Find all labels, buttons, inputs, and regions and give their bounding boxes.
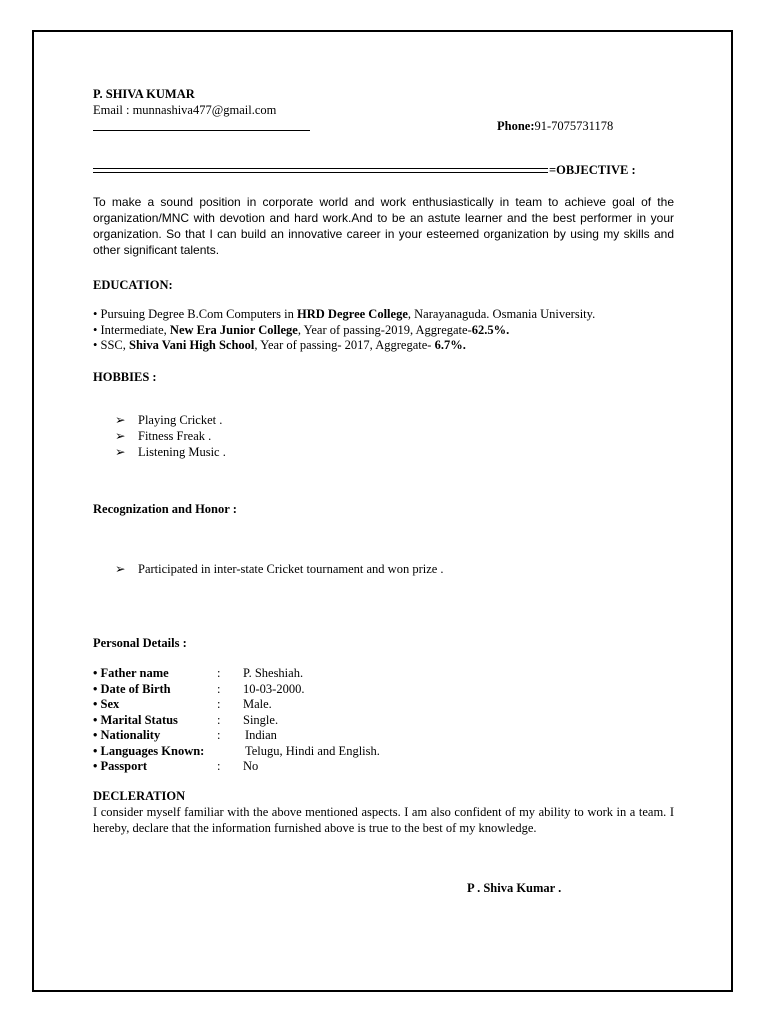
personal-value: No bbox=[243, 759, 259, 773]
personal-row bbox=[93, 682, 493, 698]
personal-colon: : bbox=[217, 681, 221, 696]
personal-row bbox=[93, 744, 493, 760]
hobbies-list bbox=[115, 412, 226, 460]
personal-details-table bbox=[93, 666, 493, 775]
personal-label: • Languages Known: bbox=[93, 743, 205, 758]
objective-divider bbox=[93, 168, 548, 173]
personal-label: • Nationality bbox=[93, 728, 161, 742]
personal-label: • Sex bbox=[93, 697, 120, 711]
phone-value: 91-7075731178 bbox=[534, 119, 614, 133]
recognition-text: Participated in inter-state Cricket tournament and won prize . bbox=[138, 562, 444, 576]
education-text: , Narayanaguda. Osmania University. bbox=[407, 307, 596, 321]
arrow-bullet-icon: ➢ bbox=[115, 413, 126, 427]
personal-row bbox=[93, 697, 493, 713]
personal-row bbox=[93, 666, 493, 682]
personal-label: • Marital Status bbox=[93, 712, 178, 727]
declaration-text: I consider myself familiar with the above mentioned aspects. I am also confident of my ability to work in a team. I hereby, declare that the information furnished above is true to the best of my knowledge. bbox=[93, 805, 674, 835]
objective-heading: =OBJECTIVE : bbox=[549, 163, 636, 177]
arrow-bullet-icon: ➢ bbox=[115, 562, 126, 576]
education-item bbox=[93, 307, 693, 323]
education-text: • Intermediate, bbox=[93, 322, 170, 337]
education-institution: Shiva Vani High School bbox=[129, 338, 255, 352]
personal-value: Indian bbox=[245, 728, 277, 742]
arrow-bullet-icon: ➢ bbox=[115, 429, 126, 443]
header-underline bbox=[93, 130, 310, 131]
phone bbox=[497, 119, 613, 134]
personal-row bbox=[93, 713, 493, 729]
candidate-name: P. SHIVA KUMAR bbox=[93, 87, 195, 101]
recognition-list bbox=[115, 561, 444, 577]
personal-colon: : bbox=[217, 666, 221, 680]
personal-row bbox=[93, 759, 493, 775]
education-text: • Pursuing Degree B.Com Computers in bbox=[93, 307, 298, 321]
education-heading: EDUCATION: bbox=[93, 278, 173, 292]
education-text: • SSC, bbox=[93, 338, 129, 352]
phone-label: Phone: bbox=[497, 119, 535, 133]
hobbies-heading: HOBBIES : bbox=[93, 370, 157, 384]
education-grade: 6.7%. bbox=[434, 338, 466, 352]
education-item bbox=[93, 323, 693, 339]
hobby-text: Fitness Freak . bbox=[138, 429, 212, 443]
declaration-heading: DECLERATION bbox=[93, 789, 186, 803]
personal-colon: : bbox=[217, 759, 221, 773]
list-item bbox=[115, 412, 226, 428]
education-item bbox=[93, 338, 693, 354]
education-text: , Year of passing- 2017, Aggregate- bbox=[254, 338, 435, 352]
objective-text: To make a sound position in corporate world and work enthusiastically in team to achieve goal of the organization/MNC with devotion and hard work.And to be an astute learner and the best performer in your organization. So that I can build an innovative career in your esteemed organization by using my skills and other significant talents. bbox=[93, 195, 674, 257]
hobby-text: Listening Music . bbox=[138, 445, 226, 459]
arrow-bullet-icon: ➢ bbox=[115, 445, 126, 459]
personal-colon: : bbox=[217, 697, 221, 711]
education-grade: 62.5%. bbox=[471, 322, 510, 337]
personal-colon: : bbox=[217, 728, 221, 742]
recognition-heading: Recognization and Honor : bbox=[93, 502, 237, 516]
hobby-text: Playing Cricket . bbox=[138, 413, 223, 427]
personal-value: P. Sheshiah. bbox=[243, 666, 304, 680]
personal-row bbox=[93, 728, 493, 744]
list-item bbox=[115, 428, 226, 444]
personal-heading: Personal Details : bbox=[93, 636, 187, 650]
personal-label: • Father name bbox=[93, 666, 169, 680]
personal-label: • Date of Birth bbox=[93, 681, 171, 696]
list-item bbox=[115, 561, 444, 577]
personal-label: • Passport bbox=[93, 759, 148, 773]
personal-colon: : bbox=[217, 712, 221, 727]
signature: P . Shiva Kumar . bbox=[467, 881, 562, 895]
personal-value: Single. bbox=[243, 712, 279, 727]
education-institution: HRD Degree College bbox=[297, 307, 408, 321]
education-institution: New Era Junior College bbox=[169, 322, 298, 337]
personal-value: 10-03-2000. bbox=[243, 681, 305, 696]
list-item bbox=[115, 444, 226, 460]
objective-heading-line bbox=[93, 163, 636, 178]
education-list bbox=[93, 307, 693, 354]
education-text: , Year of passing-2019, Aggregate- bbox=[297, 322, 472, 337]
personal-value: Telugu, Hindi and English. bbox=[245, 743, 380, 758]
email: Email : munnashiva477@gmail.com bbox=[93, 103, 277, 117]
personal-value: Male. bbox=[243, 697, 272, 711]
